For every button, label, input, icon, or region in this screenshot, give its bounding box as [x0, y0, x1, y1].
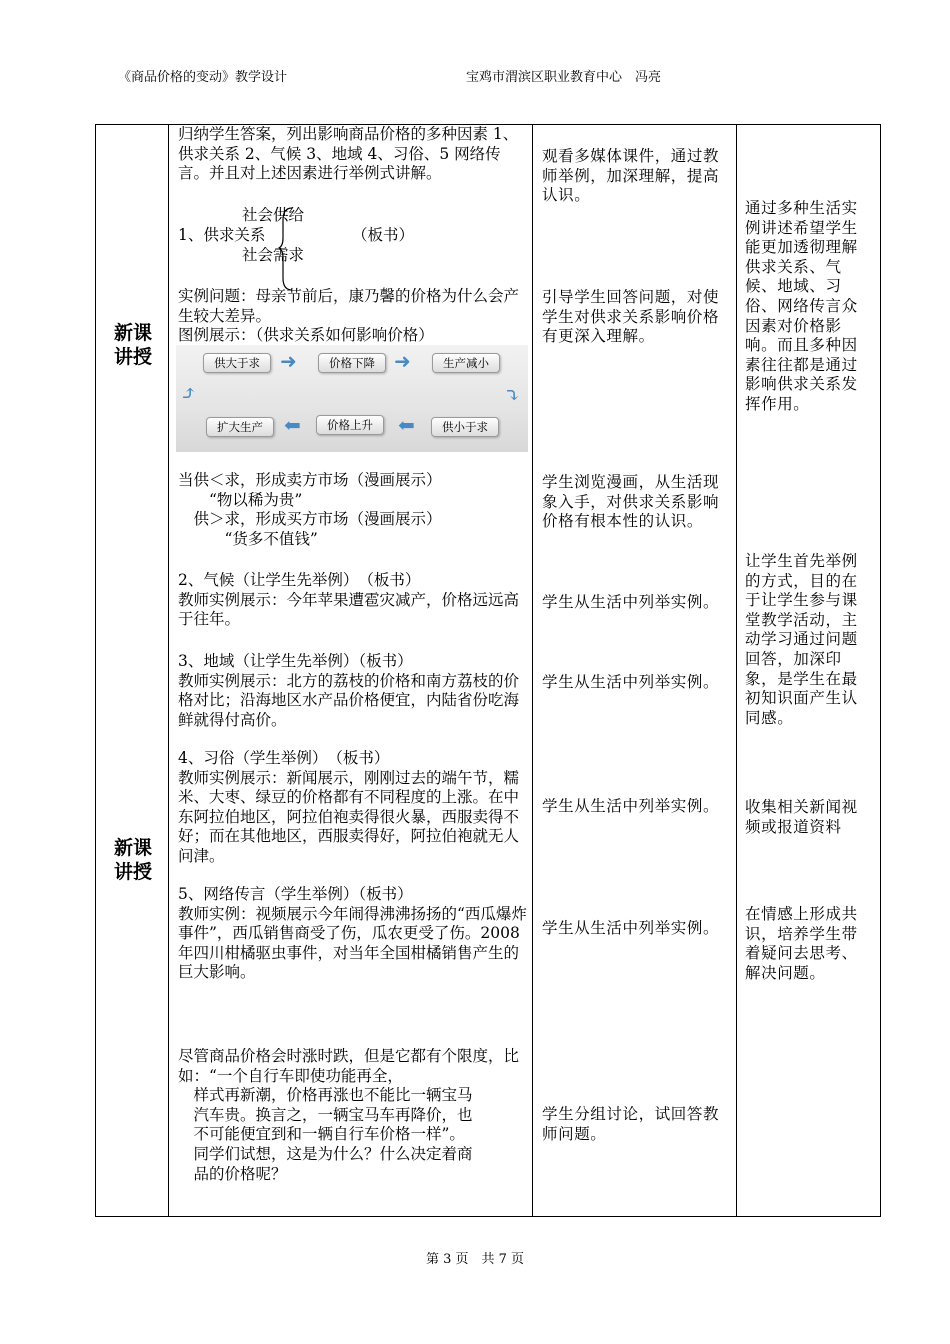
section-label-new-lesson-2: 新课 讲授: [113, 837, 152, 883]
discussion-question: 尽管商品价格会时涨时跌，但是它都有个限度，比如：“一个自行车即使功能再全， 样式再新潮，价格再涨也不能比一辆宝马 汽车贵。换言之，一辆宝马车再降价，也 不可能便宜到和一辆自行车价格一样”。 同学们试想，这是为什么？什么决定着商 品的价格呢？: [178, 1047, 520, 1183]
diagram-box: 供小于求: [431, 417, 499, 437]
diagram-box: 扩大生产: [206, 417, 274, 437]
item-climate: 2、气候（让学生先举例） （板书） 教师实例展示：今年苹果遭雹灾减产，价格远远高于往年。: [178, 571, 520, 629]
header-title: 《商品价格的变动》教学设计: [118, 70, 288, 85]
student-activity: 学生从生活中列举实例。: [542, 919, 720, 937]
diagram-box: 生产减小: [432, 353, 500, 373]
arrow-left-icon: ⬅: [284, 413, 301, 437]
header-author: 宝鸡市渭滨区职业教育中心 冯亮: [466, 70, 662, 85]
arrow-right-icon: ➜: [280, 349, 297, 373]
item-region: 3、地域（让学生先举例）（板书） 教师实例展示：北方的荔枝的价格和南方荔枝的价格对比；沿海地区水产品价格便宜，内陆省份吃海鲜就得付高价。: [178, 652, 520, 729]
supply-demand-cycle-diagram: [176, 345, 528, 452]
student-activity: 学生分组讨论，试回答教师问题。: [542, 1105, 720, 1143]
brace-icon: [278, 206, 296, 292]
design-intent: 通过多种生活实例讲述希望学生能更加透彻理解供求关系、气候、地域、习俗、网络传言众因素对价格影响。而且多种因素往往都是通过影响供求关系发挥作用。: [745, 199, 858, 413]
design-intent: 在情感上形成共识，培养学生带着疑问去思考、解决问题。: [745, 905, 858, 982]
market-comics: 当供＜求，形成卖方市场（漫画展示） “物以稀为贵” 供＞求，形成买方市场（漫画展示） “货多不值钱”: [178, 471, 442, 548]
table-divider-2: [532, 124, 533, 1217]
board-note: （板书）: [352, 226, 415, 244]
arrow-up-icon: ⤴: [180, 381, 197, 405]
student-activity: 学生从生活中列举实例。: [542, 797, 720, 815]
table-divider-1: [168, 124, 169, 1217]
diagram-box: 价格下降: [318, 353, 386, 373]
section-label-new-lesson: 新课 讲授: [113, 322, 152, 368]
student-activity: 学生浏览漫画，从生活现象入手，对供求关系影响价格有根本性的认识。: [542, 473, 720, 531]
arrow-down-icon: ⤵: [504, 383, 521, 407]
item-supply-demand: 1、供求关系: [178, 226, 266, 244]
item-custom: 4、习俗（学生举例） （板书） 教师实例展示：新闻展示，刚刚过去的端午节，糯米、大枣、绿豆的价格都有不同程度的上涨。在中东阿拉伯地区，阿拉伯袍卖得很火暴，西服卖得不好；而在其他地区，西服卖得好，阿拉伯袍就无人问津。: [178, 749, 520, 865]
item-online-rumor: 5、网络传言（学生举例）（板书） 教师实例：视频展示今年闹得沸沸扬扬的“西瓜爆炸事件”，西瓜销售商受了伤，瓜农更受了伤。2008 年四川柑橘驱虫事件，对当年全国柑橘销售产生的巨大影响。: [178, 885, 527, 982]
example-question: 实例问题：母亲节前后，康乃馨的价格为什么会产生较大差异。 图例展示：（供求关系如何影响价格）: [178, 287, 520, 345]
content-intro: 归纳学生答案，列出影响商品价格的多种因素 1、供求关系 2、气候 3、地域 4、习俗、5 网络传言。并且对上述因素进行举例式讲解。: [178, 125, 519, 183]
page-number: 第 3 页 共 7 页: [425, 1252, 525, 1267]
supply-label: 社会供给: [242, 206, 305, 224]
student-activity: 学生从生活中列举实例。: [542, 593, 720, 611]
design-intent: 让学生首先举例的方式，目的在于让学生参与课堂教学活动，主动学习通过问题回答，加深印象，是学生在最初知识面产生认同感。: [745, 552, 858, 727]
arrow-left-icon: ⬅: [398, 413, 415, 437]
student-activity: 观看多媒体课件，通过教师举例，加深理解，提高认识。: [542, 147, 720, 205]
demand-label: 社会需求: [242, 246, 305, 264]
diagram-box: 价格上升: [316, 415, 384, 435]
arrow-right-icon: ➜: [394, 349, 411, 373]
student-activity: 学生从生活中列举实例。: [542, 673, 720, 691]
diagram-box: 供大于求: [203, 353, 271, 373]
design-intent: 收集相关新闻视频或报道资料: [745, 798, 858, 836]
table-divider-3: [736, 124, 737, 1217]
student-activity: 引导学生回答问题，对使学生对供求关系影响价格有更深入理解。: [542, 288, 720, 346]
